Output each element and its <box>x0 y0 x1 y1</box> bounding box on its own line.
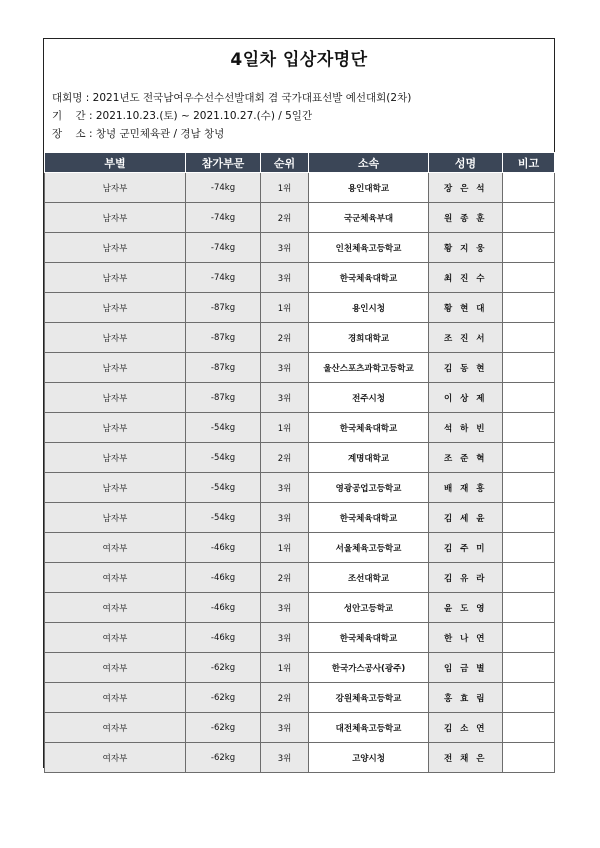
note-cell <box>503 503 555 533</box>
affiliation-cell: 국군체육부대 <box>309 203 429 233</box>
division-cell: 여자부 <box>45 683 186 713</box>
rank-cell: 3위 <box>261 743 309 773</box>
division-cell: 여자부 <box>45 653 186 683</box>
athlete-name-cell: 김 주 미 <box>429 533 503 563</box>
category-cell: -87kg <box>186 383 261 413</box>
athlete-name-cell: 석 하 빈 <box>429 413 503 443</box>
athlete-name-cell: 이 상 제 <box>429 383 503 413</box>
division-cell: 여자부 <box>45 563 186 593</box>
table-row <box>45 233 555 263</box>
note-cell <box>503 593 555 623</box>
category-cell: -46kg <box>186 623 261 653</box>
affiliation-cell: 울산스포츠과학고등학교 <box>309 353 429 383</box>
note-cell <box>503 713 555 743</box>
division-cell: 남자부 <box>45 323 186 353</box>
category-cell: -62kg <box>186 743 261 773</box>
division-cell: 남자부 <box>45 203 186 233</box>
table-row <box>45 713 555 743</box>
division-cell: 여자부 <box>45 593 186 623</box>
note-cell <box>503 683 555 713</box>
category-cell: -62kg <box>186 683 261 713</box>
athlete-name-cell: 황 현 대 <box>429 293 503 323</box>
category-cell: -74kg <box>186 173 261 203</box>
division-cell: 남자부 <box>45 293 186 323</box>
division-cell: 남자부 <box>45 233 186 263</box>
affiliation-cell: 인천체육고등학교 <box>309 233 429 263</box>
note-cell <box>503 293 555 323</box>
category-cell: -62kg <box>186 653 261 683</box>
division-cell: 남자부 <box>45 173 186 203</box>
results-document <box>43 38 555 768</box>
rank-cell: 3위 <box>261 623 309 653</box>
division-cell: 남자부 <box>45 443 186 473</box>
affiliation-cell: 경희대학교 <box>309 323 429 353</box>
affiliation-cell: 고양시청 <box>309 743 429 773</box>
period-info: 기 간 : 2021.10.23.(토) ~ 2021.10.27.(수) / 5일간 <box>52 110 313 122</box>
table-row <box>45 353 555 383</box>
division-cell: 여자부 <box>45 533 186 563</box>
division-cell: 남자부 <box>45 503 186 533</box>
rank-cell: 3위 <box>261 383 309 413</box>
header-note: 비고 <box>503 153 555 173</box>
affiliation-cell: 한국체육대학교 <box>309 263 429 293</box>
category-cell: -87kg <box>186 293 261 323</box>
category-cell: -87kg <box>186 353 261 383</box>
category-cell: -87kg <box>186 323 261 353</box>
athlete-name-cell: 조 진 서 <box>429 323 503 353</box>
rank-cell: 3위 <box>261 713 309 743</box>
division-cell: 여자부 <box>45 713 186 743</box>
rank-cell: 3위 <box>261 263 309 293</box>
note-cell <box>503 563 555 593</box>
page-title: 4일차 입상자명단 <box>230 50 368 70</box>
division-cell: 남자부 <box>45 383 186 413</box>
table-row <box>45 203 555 233</box>
note-cell <box>503 263 555 293</box>
category-cell: -46kg <box>186 593 261 623</box>
table-row <box>45 653 555 683</box>
note-cell <box>503 623 555 653</box>
rank-cell: 1위 <box>261 413 309 443</box>
rank-cell: 3위 <box>261 473 309 503</box>
table-row <box>45 293 555 323</box>
athlete-name-cell: 배 재 흥 <box>429 473 503 503</box>
note-cell <box>503 533 555 563</box>
rank-cell: 3위 <box>261 503 309 533</box>
period-value: 2021.10.23.(토) ~ 2021.10.27.(수) / 5일간 <box>95 110 313 122</box>
affiliation-cell: 용인대학교 <box>309 173 429 203</box>
note-cell <box>503 353 555 383</box>
division-cell: 남자부 <box>45 473 186 503</box>
affiliation-cell: 한국체육대학교 <box>309 503 429 533</box>
header-name: 성명 <box>429 153 503 173</box>
table-row <box>45 533 555 563</box>
rank-cell: 2위 <box>261 323 309 353</box>
affiliation-cell: 한국가스공사(광주) <box>309 653 429 683</box>
category-cell: -46kg <box>186 563 261 593</box>
note-cell <box>503 653 555 683</box>
affiliation-cell: 한국체육대학교 <box>309 623 429 653</box>
division-cell: 남자부 <box>45 263 186 293</box>
note-cell <box>503 203 555 233</box>
affiliation-cell: 조선대학교 <box>309 563 429 593</box>
category-cell: -54kg <box>186 413 261 443</box>
athlete-name-cell: 김 소 연 <box>429 713 503 743</box>
category-cell: -46kg <box>186 533 261 563</box>
table-row <box>45 593 555 623</box>
affiliation-cell: 한국체육대학교 <box>309 413 429 443</box>
division-cell: 여자부 <box>45 743 186 773</box>
header-affiliation: 소속 <box>309 153 429 173</box>
rank-cell: 1위 <box>261 293 309 323</box>
rank-cell: 2위 <box>261 563 309 593</box>
event-info: 대회명 : 2021년도 전국남여우수선수선발대회 겸 국가대표선발 예선대회(2차) <box>52 92 412 104</box>
header-division: 부별 <box>45 153 186 173</box>
rank-cell: 1위 <box>261 173 309 203</box>
division-cell: 남자부 <box>45 353 186 383</box>
athlete-name-cell: 최 진 수 <box>429 263 503 293</box>
note-cell <box>503 233 555 263</box>
table-row <box>45 443 555 473</box>
note-cell <box>503 173 555 203</box>
affiliation-cell: 서울체육고등학교 <box>309 533 429 563</box>
affiliation-cell: 용인시청 <box>309 293 429 323</box>
athlete-name-cell: 임 금 별 <box>429 653 503 683</box>
table-row <box>45 263 555 293</box>
header-rank: 순위 <box>261 153 309 173</box>
affiliation-cell: 영광공업고등학교 <box>309 473 429 503</box>
note-cell <box>503 443 555 473</box>
table-row <box>45 563 555 593</box>
results-table <box>44 152 555 773</box>
athlete-name-cell: 전 채 은 <box>429 743 503 773</box>
category-cell: -54kg <box>186 473 261 503</box>
note-cell <box>503 383 555 413</box>
athlete-name-cell: 김 세 윤 <box>429 503 503 533</box>
period-label: 기 간 <box>52 110 86 122</box>
category-cell: -62kg <box>186 713 261 743</box>
category-cell: -74kg <box>186 233 261 263</box>
division-cell: 남자부 <box>45 413 186 443</box>
table-header-row <box>45 153 555 173</box>
athlete-name-cell: 조 준 혁 <box>429 443 503 473</box>
rank-cell: 2위 <box>261 683 309 713</box>
table-row <box>45 173 555 203</box>
affiliation-cell: 전주시청 <box>309 383 429 413</box>
table-row <box>45 383 555 413</box>
rank-cell: 1위 <box>261 653 309 683</box>
category-cell: -54kg <box>186 443 261 473</box>
note-cell <box>503 413 555 443</box>
rank-cell: 2위 <box>261 203 309 233</box>
athlete-name-cell: 장 은 석 <box>429 173 503 203</box>
table-row <box>45 323 555 353</box>
event-label: 대회명 <box>52 92 83 104</box>
note-cell <box>503 323 555 353</box>
athlete-name-cell: 김 유 라 <box>429 563 503 593</box>
division-cell: 여자부 <box>45 623 186 653</box>
athlete-name-cell: 홍 효 림 <box>429 683 503 713</box>
table-row <box>45 743 555 773</box>
place-label: 장 소 <box>52 128 86 140</box>
athlete-name-cell: 윤 도 영 <box>429 593 503 623</box>
athlete-name-cell: 한 나 연 <box>429 623 503 653</box>
category-cell: -74kg <box>186 203 261 233</box>
note-cell <box>503 473 555 503</box>
table-row <box>45 503 555 533</box>
affiliation-cell: 성안고등학교 <box>309 593 429 623</box>
header-category: 참가부문 <box>186 153 261 173</box>
rank-cell: 3위 <box>261 233 309 263</box>
table-row <box>45 683 555 713</box>
affiliation-cell: 대전체육고등학교 <box>309 713 429 743</box>
category-cell: -54kg <box>186 503 261 533</box>
rank-cell: 2위 <box>261 443 309 473</box>
affiliation-cell: 강원체육고등학교 <box>309 683 429 713</box>
athlete-name-cell: 황 지 웅 <box>429 233 503 263</box>
place-value: 창녕 군민체육관 / 경남 창녕 <box>95 128 225 140</box>
affiliation-cell: 계명대학교 <box>309 443 429 473</box>
note-cell <box>503 743 555 773</box>
rank-cell: 3위 <box>261 353 309 383</box>
table-row <box>45 413 555 443</box>
place-info: 장 소 : 창녕 군민체육관 / 경남 창녕 <box>52 128 225 140</box>
event-value: 2021년도 전국남여우수선수선발대회 겸 국가대표선발 예선대회(2차) <box>92 92 412 104</box>
athlete-name-cell: 원 종 훈 <box>429 203 503 233</box>
table-row <box>45 623 555 653</box>
category-cell: -74kg <box>186 263 261 293</box>
athlete-name-cell: 김 동 현 <box>429 353 503 383</box>
rank-cell: 1위 <box>261 533 309 563</box>
table-row <box>45 473 555 503</box>
rank-cell: 3위 <box>261 593 309 623</box>
